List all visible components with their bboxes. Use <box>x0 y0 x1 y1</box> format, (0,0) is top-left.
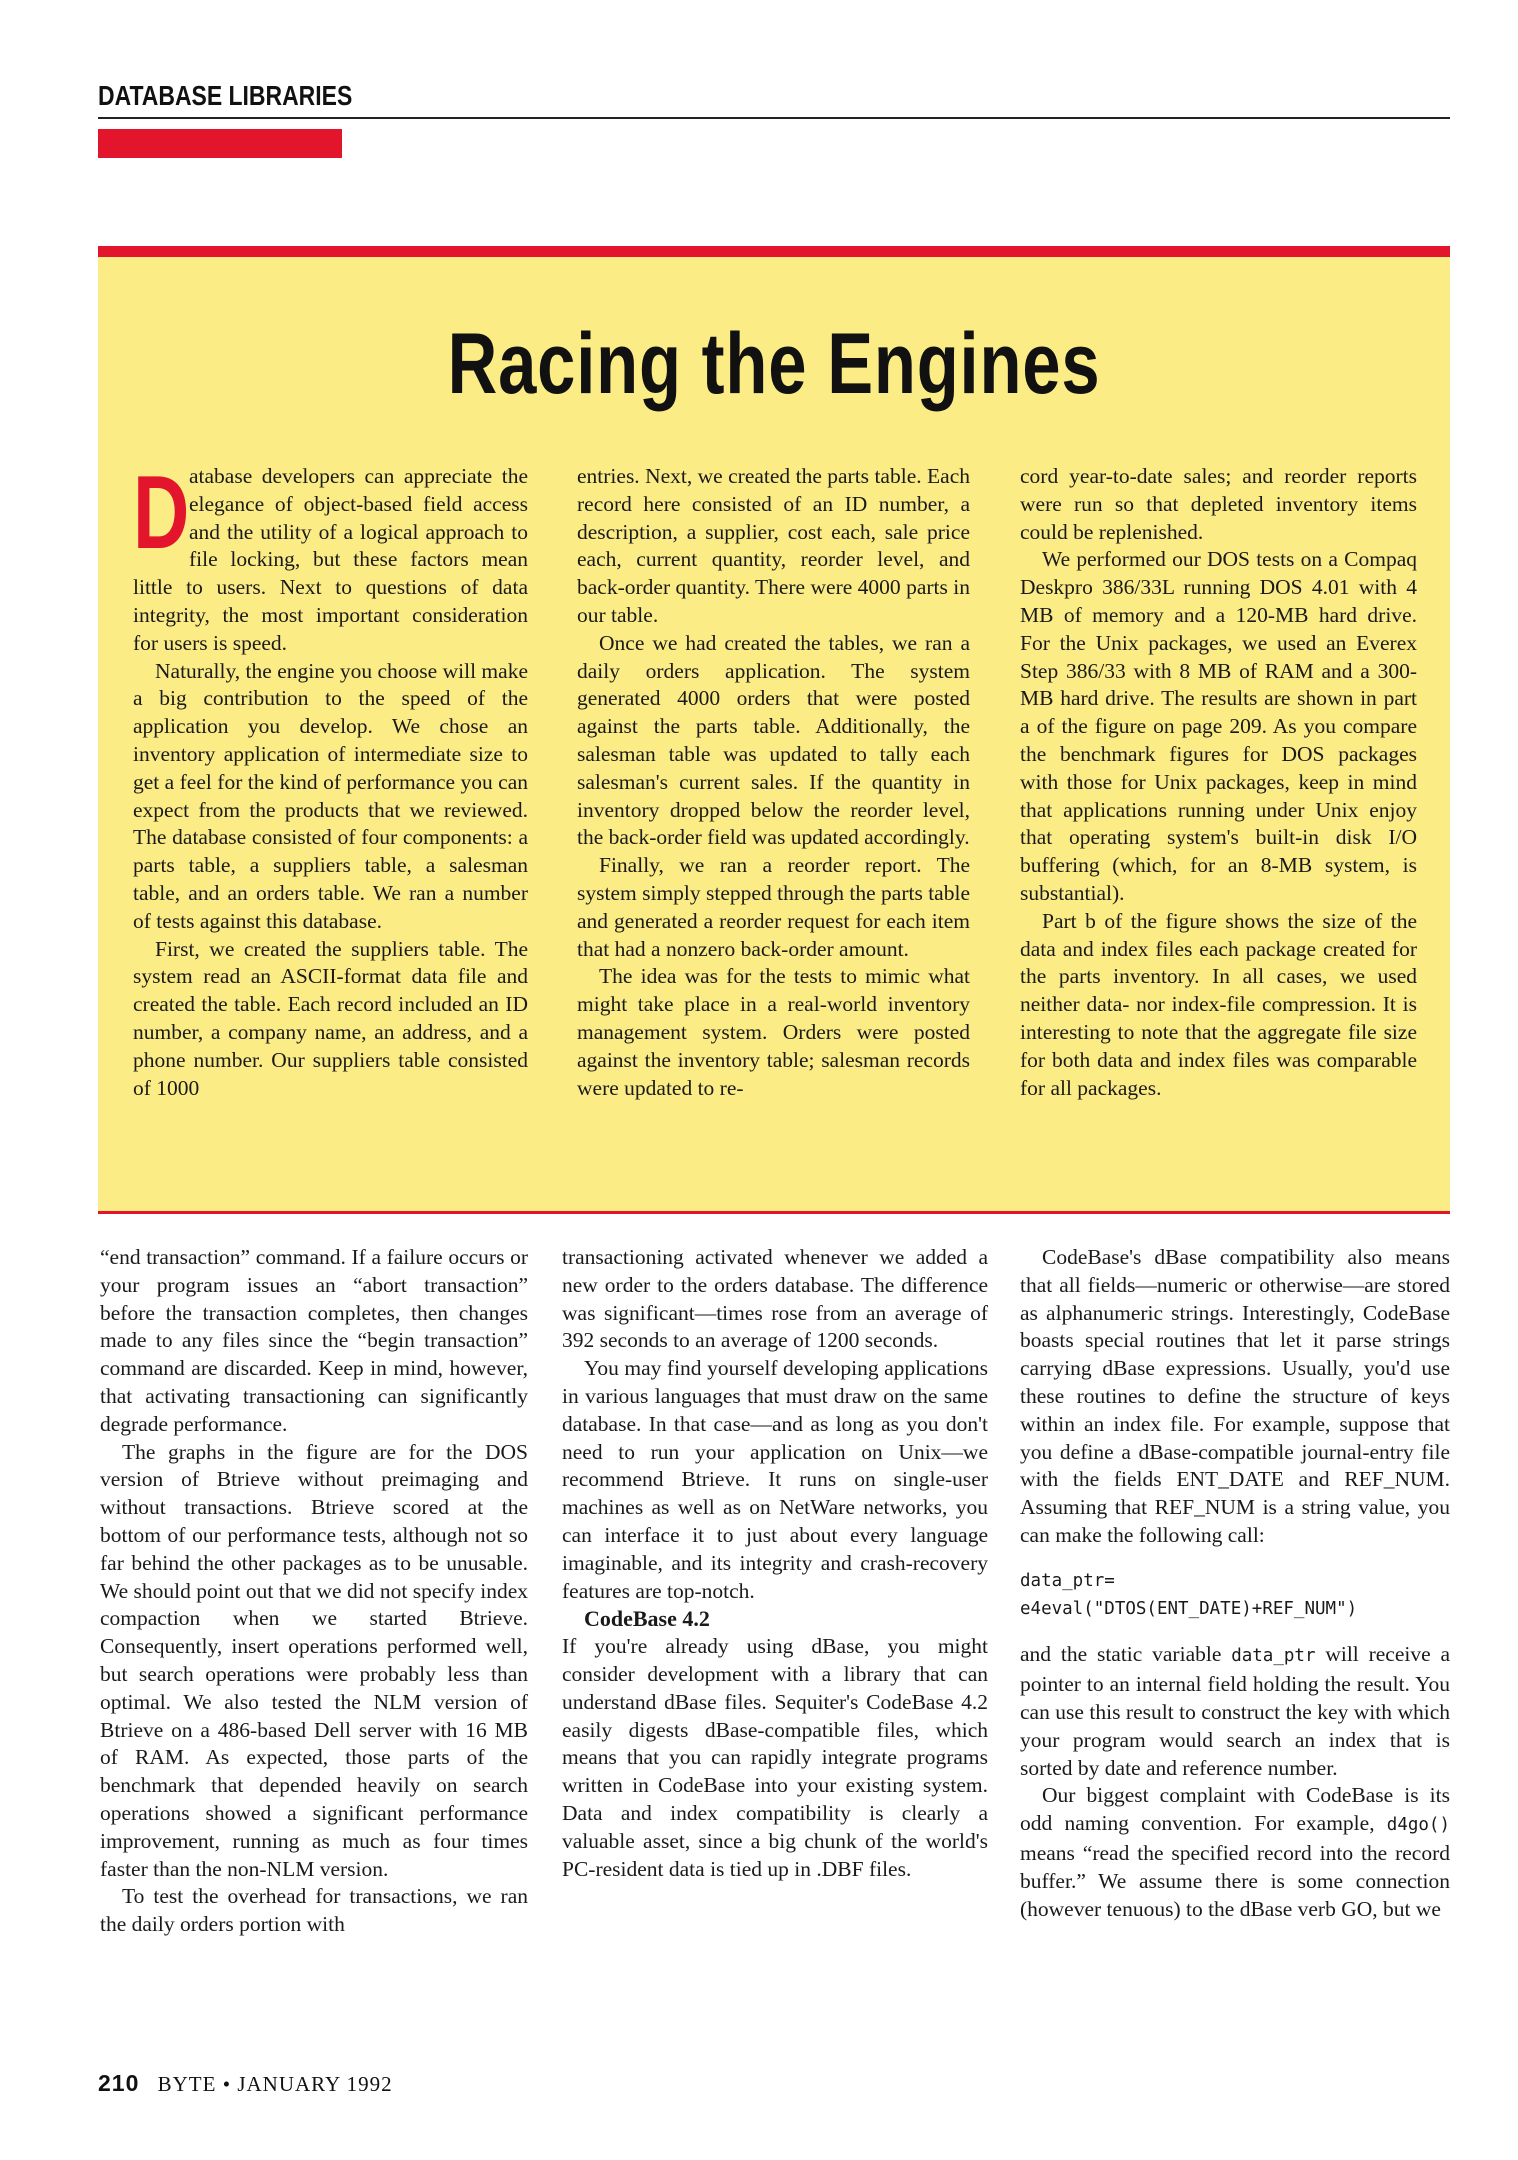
sidebar-paragraph: We performed our DOS tests on a Compaq Deskpro 386/33L running DOS 4.01 with 4 MB of memory and a 120-MB hard drive. For the Unix packages, we used an Everex Step 386/33 with 8 MB of RAM and a 300-MB hard drive. The results are shown in part a of the figure on page 209. As you compare the benchmark figures for DOS packages with those for Unix packages, keep in mind that applications running under Unix enjoy that operating system's built-in disk I/O buffering (which, for an 8-MB system, is substantial). <box>1020 547 1417 905</box>
sidebar-paragraph: The idea was for the tests to mimic what might take place in a real-world inventory management system. Orders were posted against the inventory table; salesman records were updated to re- <box>577 964 970 1100</box>
body-column-1 <box>100 1244 528 1939</box>
sidebar-paragraph: entries. Next, we created the parts table. Each record here consisted of an ID number, a description, a supplier, cost each, sale price each, current quantity, reorder level, and back-order quantity. There were 4000 parts in our table. <box>577 464 970 627</box>
sidebar-paragraph: First, we created the suppliers table. The system read an ASCII-format data file and created the table. Each record included an ID number, a company name, an address, and a phone number. Our suppliers table consisted of 1000 <box>133 936 528 1100</box>
magazine-name: BYTE <box>157 2072 217 2096</box>
header-rule <box>98 117 1450 119</box>
sidebar-paragraph: Once we had created the tables, we ran a daily orders application. The system generated 4000 orders that were posted against the parts table. Additionally, the salesman table was updated to tally each salesman's current sales. If the quantity in inventory dropped below the reorder level, the back-order field was updated accordingly. <box>577 630 970 850</box>
sidebar-column-1 <box>133 455 528 1102</box>
body-paragraph: “end transaction” command. If a failure occurs or your program issues an “abort transaction” before the transaction completes, then changes made to any files since the “begin transaction” command are discarded. Keep in mind, however, that activating transactioning can significantly degrade performance. <box>100 1245 528 1436</box>
sidebar-paragraph: cord year-to-date sales; and reorder reports were run so that depleted inventory items could be replenished. <box>1020 464 1417 544</box>
body-paragraph: If you're already using dBase, you might consider development with a library that can understand dBase files. Sequiter's CodeBase 4.2 easily digests dBase-compatible files, which means that you can rapidly integrate programs written in CodeBase into your existing system. Data and index compatibility is clearly a valuable asset, since a big chunk of the world's PC-resident data is tied up in .DBF files. <box>562 1634 988 1881</box>
sidebar-column-2 <box>577 463 970 1102</box>
sidebar-column-3 <box>1020 463 1417 1102</box>
body-paragraph: transactioning activated whenever we added a new order to the orders database. The difference was significant—times rose from an average of 392 seconds to an average of 1200 seconds. <box>562 1245 988 1353</box>
sidebar-paragraph: Naturally, the engine you choose will make a big contribution to the speed of the application you develop. We chose an inventory application of intermediate size to get a feel for the kind of performance you can expect from the products that we reviewed. The database consisted of four components: a parts table, a suppliers table, a salesman table, and an orders table. We ran a number of tests against this database. <box>133 658 528 933</box>
body-paragraph: You may find yourself developing applications in various languages that must draw on the same database. In that case—and as long as you don't need to run your application on Unix—we recommend Btrieve. It runs on single-user machines as well as on NetWare networks, you can interface it to just about every language imaginable, and its integrity and crash-recovery features are top-notch. <box>562 1356 988 1603</box>
body-paragraph: To test the overhead for transactions, we ran the daily orders portion with <box>100 1884 528 1937</box>
issue-date: JANUARY 1992 <box>237 2072 393 2096</box>
drop-cap: D <box>133 455 190 571</box>
body-paragraph: and the static variable data_ptr will receive a pointer to an internal field holding the result. You can use this result to construct the key with which your program would search an index that is sorted by date and reference number. <box>1020 1642 1451 1780</box>
sidebar-paragraph: Part b of the figure shows the size of the data and index files each package created for the parts inventory. In all cases, we used neither data- nor index-file compression. It is interesting to note that the aggregate file size for both data and index files was comparable for all packages. <box>1020 908 1417 1100</box>
code-listing: data_ptr= e4eval("DTOS(ENT_DATE)+REF_NUM") <box>1020 1570 1358 1619</box>
section-heading: DATABASE LIBRARIES <box>98 80 353 111</box>
inline-code: d4go() <box>1386 1815 1450 1836</box>
page-footer <box>98 2070 393 2097</box>
body-paragraph: CodeBase's dBase compatibility also means that all fields—numeric or otherwise—are stored as alphanumeric strings. Interestingly, CodeBase boasts special routines that let it parse strings carrying dBase expressions. Usually, you'd use these routines to define the structure of keys within an index file. For example, suppose that you define a dBase-compatible journal-entry file with the fields ENT_DATE and REF_NUM. Assuming that REF_NUM is a string value, you can make the following call: <box>1020 1245 1450 1547</box>
body-column-3 <box>1020 1244 1450 1923</box>
sidebar-title: Racing the Engines <box>447 316 1101 412</box>
footer-separator: • <box>222 2072 232 2096</box>
body-column-2 <box>562 1244 988 1883</box>
page-number: 210 <box>98 2070 140 2096</box>
sidebar-paragraph: Finally, we ran a reorder report. The system simply stepped through the parts table and generated a reorder request for each item that had a nonzero back-order amount. <box>577 853 970 961</box>
sidebar-paragraph: Database developers can appreciate the elegance of object-based field access and the utility of a logical approach to file locking, but these factors mean little to users. Next to questions of data integrity, the most important consideration for users is speed. <box>133 455 528 655</box>
body-paragraph: Our biggest complaint with CodeBase is its odd naming convention. For example, d4go() means “read the specified record into the record buffer.” We assume there is some connection (however tenuous) to the dBase verb GO, but we <box>1020 1783 1450 1921</box>
body-paragraph: The graphs in the figure are for the DOS version of Btrieve without preimaging and without transactions. Btrieve scored at the bottom of our performance tests, although not so far behind the other packages as to be unusable. We should point out that we did not specify index compaction when we started Btrieve. Consequently, insert operations performed well, but search operations were probably less than optimal. We also tested the NLM version of Btrieve on a 486-based Dell server with 16 MB of RAM. As expected, those parts of the benchmark that depended heavily on search operations showed a significant performance improvement, running as much as four times faster than the non-NLM version. <box>100 1439 528 1881</box>
inline-code: data_ptr <box>1231 1646 1316 1667</box>
subheading-codebase: CodeBase 4.2 <box>584 1606 710 1632</box>
section-color-tab <box>98 129 342 158</box>
